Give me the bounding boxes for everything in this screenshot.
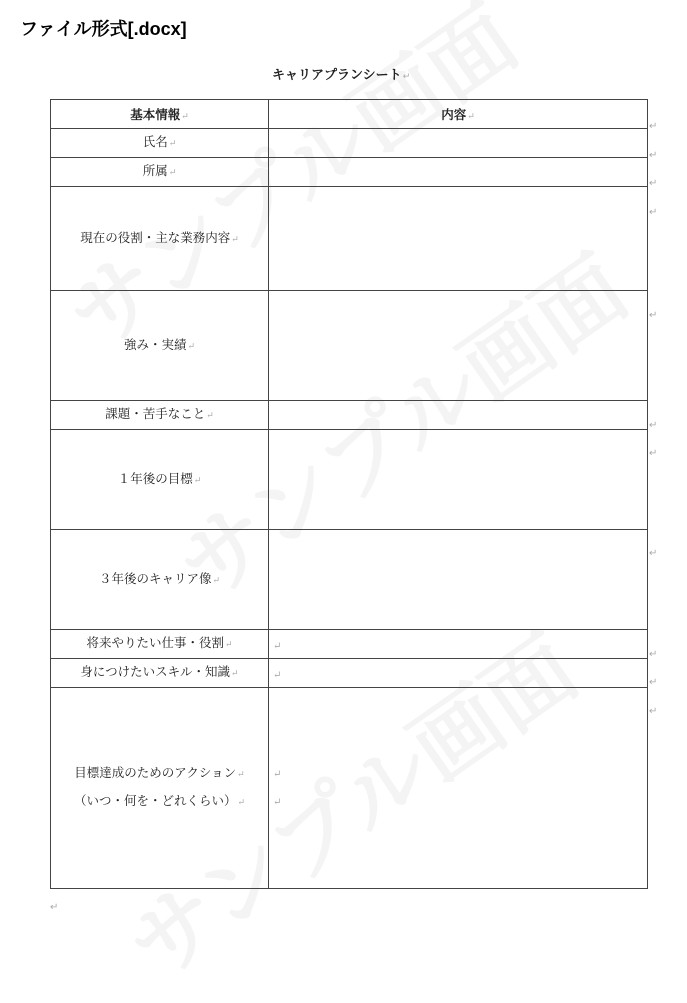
header-content-text: 内容 — [441, 107, 467, 122]
table-row — [51, 158, 648, 187]
table-row — [51, 659, 648, 688]
row-content-cell[interactable] — [269, 129, 648, 158]
row-end-mark-icon: ↵ — [649, 548, 658, 559]
paragraph-mark-icon: ↵ — [168, 168, 177, 178]
paragraph-mark-icon: ↵ — [50, 902, 59, 913]
row-content-cell[interactable] — [269, 291, 648, 401]
row-content-cell[interactable] — [269, 688, 648, 889]
paragraph-mark-icon: ↵ — [273, 769, 282, 780]
row-end-mark-icon: ↵ — [649, 448, 658, 459]
paragraph-mark-icon: ↵ — [231, 234, 239, 245]
table-row — [51, 401, 648, 430]
row-end-mark-icon: ↵ — [649, 121, 658, 132]
row-content-cell[interactable] — [269, 430, 648, 530]
row-content-cell[interactable] — [269, 401, 648, 430]
table-row — [51, 630, 648, 659]
row-label-cell — [51, 630, 269, 659]
row-content-cell[interactable] — [269, 187, 648, 291]
row-end-mark-icon: ↵ — [649, 150, 658, 161]
row-label-cell — [51, 430, 269, 530]
paragraph-mark-icon: ↵ — [181, 112, 189, 122]
paragraph-mark-icon: ↵ — [187, 341, 196, 352]
paragraph-mark-icon: ↵ — [231, 669, 239, 679]
paragraph-mark-icon: ↵ — [237, 770, 245, 780]
row-label-cell — [51, 187, 269, 291]
table-row — [51, 530, 648, 630]
row-label: 所属 — [142, 163, 168, 178]
row-label: 将来やりたい仕事・役割 — [86, 635, 224, 650]
row-end-mark-icon: ↵ — [649, 677, 658, 688]
row-label: 強み・実績 — [123, 336, 187, 352]
row-label: 現在の役割・主な業務内容 — [80, 229, 231, 245]
row-content-cell[interactable] — [269, 530, 648, 630]
row-end-mark-icon: ↵ — [649, 420, 658, 431]
row-content-cell[interactable] — [269, 659, 648, 688]
paragraph-mark-icon: ↵ — [467, 112, 475, 122]
table-row — [51, 129, 648, 158]
row-label-cell — [51, 659, 269, 688]
row-end-mark-icon: ↵ — [649, 178, 658, 189]
document-title-text: キャリアプランシート — [272, 68, 402, 83]
content-line-2 — [272, 788, 647, 816]
paragraph-mark-icon: ↵ — [273, 669, 282, 681]
row-end-mark-icon: ↵ — [649, 207, 658, 218]
row-label-cell — [51, 158, 269, 187]
paragraph-mark-icon: ↵ — [193, 475, 202, 486]
paragraph-mark-icon: ↵ — [402, 72, 411, 82]
row-content-cell[interactable] — [269, 158, 648, 187]
row-label-cell — [51, 401, 269, 430]
row-end-mark-icon: ↵ — [649, 706, 658, 717]
file-format-title: ファイル形式[.docx] — [20, 19, 187, 39]
row-label: １年後の目標 — [117, 470, 193, 486]
row-label-line-1 — [51, 760, 268, 788]
row-end-mark-icon: ↵ — [649, 310, 658, 321]
career-plan-table — [50, 99, 648, 889]
row-label-cell — [51, 530, 269, 630]
row-label: （いつ・何を・どれくらい） — [73, 793, 237, 808]
row-label-cell — [51, 129, 269, 158]
table-row — [51, 430, 648, 530]
row-label: 身につけたいスキル・知識 — [80, 664, 231, 679]
row-content-cell[interactable] — [269, 630, 648, 659]
row-label-cell — [51, 688, 269, 889]
document-title — [272, 64, 410, 83]
table-header-row — [51, 100, 648, 129]
row-label-cell — [51, 291, 269, 401]
table-row — [51, 187, 648, 291]
header-label-cell — [51, 100, 269, 129]
paragraph-mark-icon: ↵ — [224, 640, 233, 650]
row-label: 目標達成のためのアクション — [74, 765, 237, 780]
content-line-1 — [272, 760, 647, 788]
paragraph-mark-icon: ↵ — [237, 798, 246, 808]
paragraph-mark-icon: ↵ — [168, 139, 177, 149]
row-label: 氏名 — [142, 134, 168, 149]
row-label: ３年後のキャリア像 — [98, 570, 212, 586]
table-row — [51, 688, 648, 889]
paragraph-mark-icon: ↵ — [273, 640, 282, 652]
paragraph-mark-icon: ↵ — [206, 411, 214, 421]
row-label-line-2 — [51, 788, 268, 816]
row-end-mark-icon: ↵ — [649, 649, 658, 660]
paragraph-mark-icon: ↵ — [273, 797, 282, 808]
table-row — [51, 291, 648, 401]
row-label: 課題・苦手なこと — [105, 406, 206, 421]
paragraph-mark-icon: ↵ — [212, 575, 221, 586]
header-content-cell — [269, 100, 648, 129]
header-label-text: 基本情報 — [130, 107, 181, 122]
